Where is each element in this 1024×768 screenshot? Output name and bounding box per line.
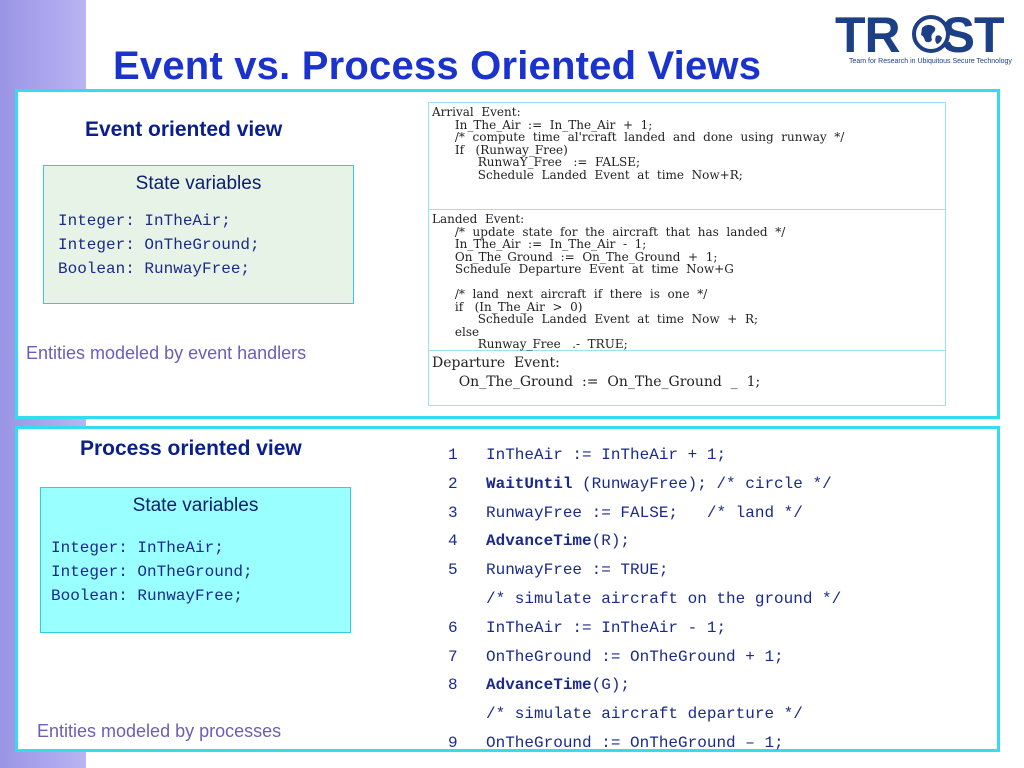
- event-view-heading: Event oriented view: [85, 118, 283, 141]
- code-text: OnTheGround := OnTheGround – 1;: [486, 733, 784, 752]
- logo-word-left: TR: [835, 7, 900, 63]
- state-var-line: Integer: InTheAir;: [51, 539, 224, 557]
- code-keyword: WaitUntil: [486, 474, 573, 493]
- scan-line: if (In_The_Air > 0): [432, 299, 583, 314]
- scan-line: else: [432, 324, 480, 339]
- process-view-caption: Entities modeled by processes: [37, 721, 282, 741]
- event-view-caption: Entities modeled by event handlers: [26, 343, 307, 363]
- scan-line: Landed Event:: [432, 212, 525, 226]
- code-line: [448, 556, 841, 585]
- process-view-heading: Process oriented view: [80, 437, 302, 460]
- state-var-line: Boolean: RunwayFree;: [58, 260, 251, 278]
- scan-line: In_The_Air := In_The_Air - 1;: [432, 237, 647, 251]
- line-number: 6: [448, 618, 458, 637]
- line-number: 8: [448, 676, 458, 695]
- scan-line: /* update state for the aircraft that has landed */: [432, 224, 786, 239]
- code-text: (RunwayFree); /* circle */: [572, 474, 832, 493]
- code-text: RunwayFree := TRUE;: [486, 561, 669, 580]
- line-number: 1: [448, 446, 458, 464]
- scan-line: Arrival Event:: [432, 105, 521, 119]
- scan-line: In_The_Air := In_The_Air + 1;: [432, 117, 653, 132]
- departure-event-section: [429, 351, 945, 405]
- state-variables-code: [51, 536, 350, 608]
- code-line: [448, 643, 841, 672]
- state-var-line: Integer: InTheAir;: [58, 212, 231, 230]
- scan-line: On_The_Ground := On_The_Ground _ 1;: [432, 374, 761, 390]
- state-variables-code: [58, 209, 353, 281]
- scan-line: RunwaY_Free := FALSE;: [432, 155, 640, 169]
- code-line: [448, 585, 841, 614]
- code-text: RunwayFree := FALSE; /* land */: [486, 503, 803, 522]
- trost-logo: [835, 8, 1015, 70]
- logo-tagline: Team for Research in Ubiquitous Secure Technology: [849, 58, 1012, 65]
- code-line: [448, 527, 841, 556]
- logo-word-right: ST: [941, 7, 1004, 63]
- state-variables-title: State variables: [135, 173, 262, 194]
- scan-line: Schedule Landed Event at time Now+R;: [432, 167, 743, 182]
- line-number: 2: [448, 474, 458, 493]
- state-var-line: Integer: OnTheGround;: [51, 563, 253, 581]
- scan-line: Schedule Departure Event at time Now+G: [432, 262, 734, 276]
- state-var-line: Boolean: RunwayFree;: [51, 587, 244, 605]
- process-code-listing: [448, 441, 841, 758]
- code-text: InTheAir := InTheAir + 1;: [486, 446, 727, 464]
- scan-line: If (Runway_Free): [432, 142, 568, 157]
- code-line: [448, 499, 841, 528]
- slide-title: Event vs. Process Oriented Views: [113, 44, 762, 88]
- code-text: (G);: [591, 676, 631, 695]
- event-handlers-code-image: [428, 102, 946, 406]
- event-state-variables-box: [43, 165, 354, 304]
- scan-line: /* land next aircraft if there is one */: [432, 287, 708, 301]
- scan-line: On_The_Ground := On_The_Ground + 1;: [432, 249, 718, 264]
- line-number: 9: [448, 733, 458, 752]
- code-line: [448, 671, 841, 700]
- scan-line: Departure Event:: [432, 355, 560, 371]
- process-oriented-panel: [15, 426, 1000, 752]
- code-keyword: AdvanceTime: [486, 532, 592, 551]
- code-line: [448, 729, 841, 758]
- code-line: [448, 614, 841, 643]
- code-text: InTheAir := InTheAir - 1;: [486, 618, 727, 637]
- globe-icon: [911, 14, 951, 54]
- scan-line: Schedule Landed Event at time Now + R;: [432, 312, 759, 326]
- code-text: /* simulate aircraft departure */: [486, 705, 803, 724]
- code-text: /* simulate aircraft on the ground */: [486, 589, 842, 608]
- code-line: [448, 470, 841, 499]
- state-variables-title: State variables: [132, 495, 259, 516]
- line-number: 5: [448, 561, 458, 580]
- event-oriented-panel: [15, 89, 1000, 419]
- scan-line: Runway_Free .- TRUE;: [432, 337, 628, 351]
- arrival-event-section: [429, 103, 945, 210]
- state-var-line: Integer: OnTheGround;: [58, 236, 260, 254]
- code-text: OnTheGround := OnTheGround + 1;: [486, 647, 784, 666]
- scan-line: /* compute time al'rcraft landed and done using runway */: [432, 130, 845, 144]
- process-state-variables-box: [40, 487, 351, 633]
- landed-event-section: [429, 210, 945, 351]
- code-line: [448, 441, 841, 470]
- code-line: [448, 700, 841, 729]
- line-number: 7: [448, 647, 458, 666]
- line-number: 4: [448, 532, 458, 551]
- line-number: 3: [448, 503, 458, 522]
- code-text: (R);: [591, 532, 631, 551]
- code-keyword: AdvanceTime: [486, 676, 592, 695]
